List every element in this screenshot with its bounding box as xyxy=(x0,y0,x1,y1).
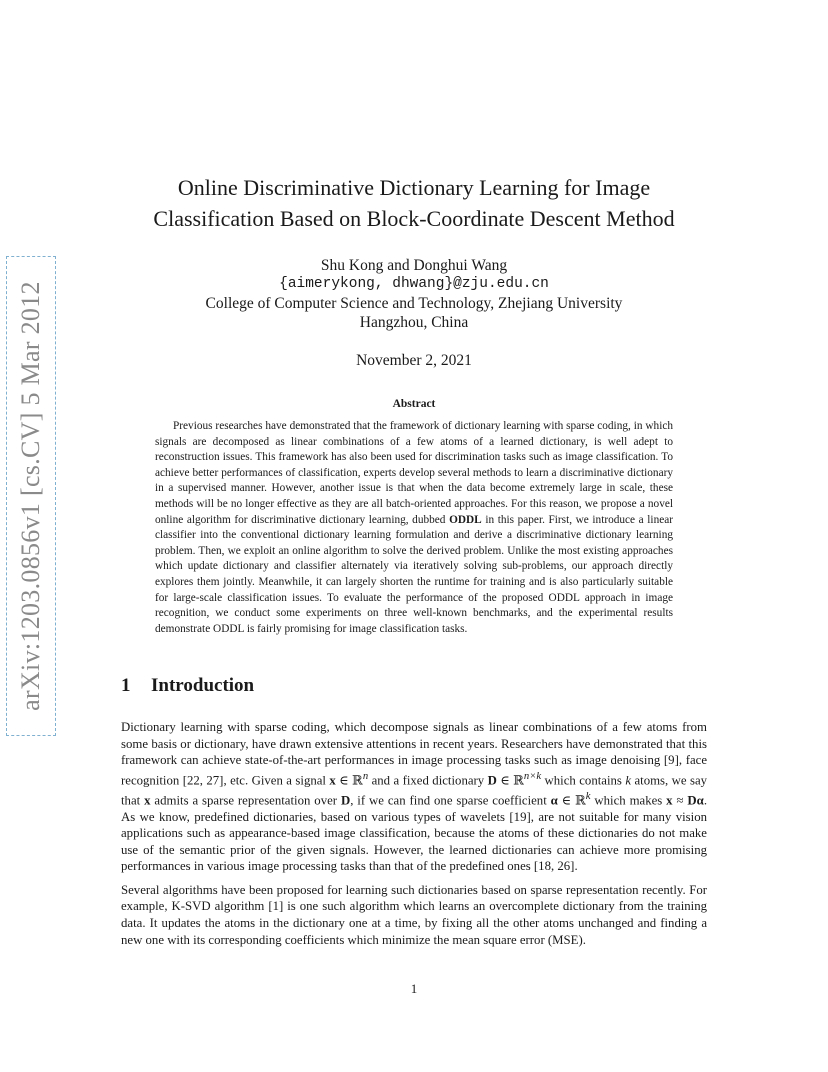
author-affiliation: College of Computer Science and Technology, Zhejiang University xyxy=(205,295,623,312)
page-number: 1 xyxy=(410,981,418,996)
author-emails: {aimerykong, dhwang}@zju.edu.cn xyxy=(279,276,549,292)
abstract-text-2: in this paper. First, we introduce a linear classifier into the conventional dictionary learning formulation and derive a discriminative dictionary learning problem. Then, we exploit an online algorithm to solve the derived problem. Unlike the most existing approaches which update dictionary and classifier alternately via iteratively solving sub-problems, our approach directly explores them jointly. Meanwhile, it can largely shorten the runtime for training and is also particularly suitable for large-scale classification issues. To evaluate the performance of the proposed ODDL approach in image recognition, we conduct some experiments on three well-known benchmarks, and the experimental results demonstrate ODDL is fairly promising for image classification tasks. xyxy=(155,513,674,635)
arxiv-stamp-text: arXiv:1203.0856v1 [cs.CV] 5 Mar 2012 xyxy=(16,281,45,711)
author-block xyxy=(0,256,828,332)
abstract-body xyxy=(155,419,673,637)
intro-body xyxy=(121,719,707,955)
abstract-bold-term: ODDL xyxy=(449,513,482,526)
section-number: 1 xyxy=(121,675,131,696)
author-location: Hangzhou, China xyxy=(359,314,469,331)
abstract-text-1: Previous researches have demonstrated that the framework of dictionary learning with sparse coding, in which signals are decomposed as linear combinations of a few atoms of a learned dictionary, is well adept to reconstruction issues. This framework has also been used for discrimination tasks such as image classification. To achieve better performances of classification, experts develop several methods to learn a discriminative dictionary in a supervised manner. However, another issue is that when the data become extremely large in scale, these methods will be no longer effective as they are all batch-oriented approaches. For this reason, we propose a novel online algorithm for discriminative dictionary learning, dubbed xyxy=(155,420,673,526)
author-names: Shu Kong and Donghui Wang xyxy=(320,257,508,274)
section-title: Introduction xyxy=(151,675,255,696)
section-heading xyxy=(121,675,254,697)
paper-date: November 2, 2021 xyxy=(356,352,472,369)
intro-paragraph-2: Several algorithms have been proposed for learning such dictionaries based on sparse representation recently. For example, K-SVD algorithm [1] is one such algorithm which learns an overcomplete dictionary from the training data. It updates the atoms in the dictionary one at a time, by fixing all the other atoms unchanged and finding a new one with its corresponding coefficients which minimize the mean square error (MSE). xyxy=(121,882,707,947)
title-line-2: Classification Based on Block-Coordinate Descent Method xyxy=(153,206,675,231)
paper-title xyxy=(0,172,828,234)
title-line-1: Online Discriminative Dictionary Learning for Image xyxy=(177,175,651,200)
intro-paragraph-1: Dictionary learning with sparse coding, which decompose signals as linear combinations of a few atoms from some basis or dictionary, have drawn extensive attentions in recent years. Researchers have demonstrated that this framework can achieve state-of-the-art performances in image processing tasks such as image denoising [9], face recognition [22, 27], etc. Given a signal x ∈ ℝ$^n$ and a fixed dictionary D ∈ ℝ$^{n\times k}$ which contains k atoms, we say that x admits a sparse representation over D, if we can find one sparse coefficient α ∈ ℝ$^k$ which makes x ≈ Dα. As we know, predefined dictionaries, based on various types of wavelets [19], are not suitable for many vision applications such as appearance-based image classification, because the atoms of these dictionaries do not make use of the semantic prior of the given signals. However, the learned dictionaries can achieve more promising performances in various image processing tasks than that of the predefined ones [18, 26]. xyxy=(121,720,708,874)
abstract-heading: Abstract xyxy=(392,398,436,410)
